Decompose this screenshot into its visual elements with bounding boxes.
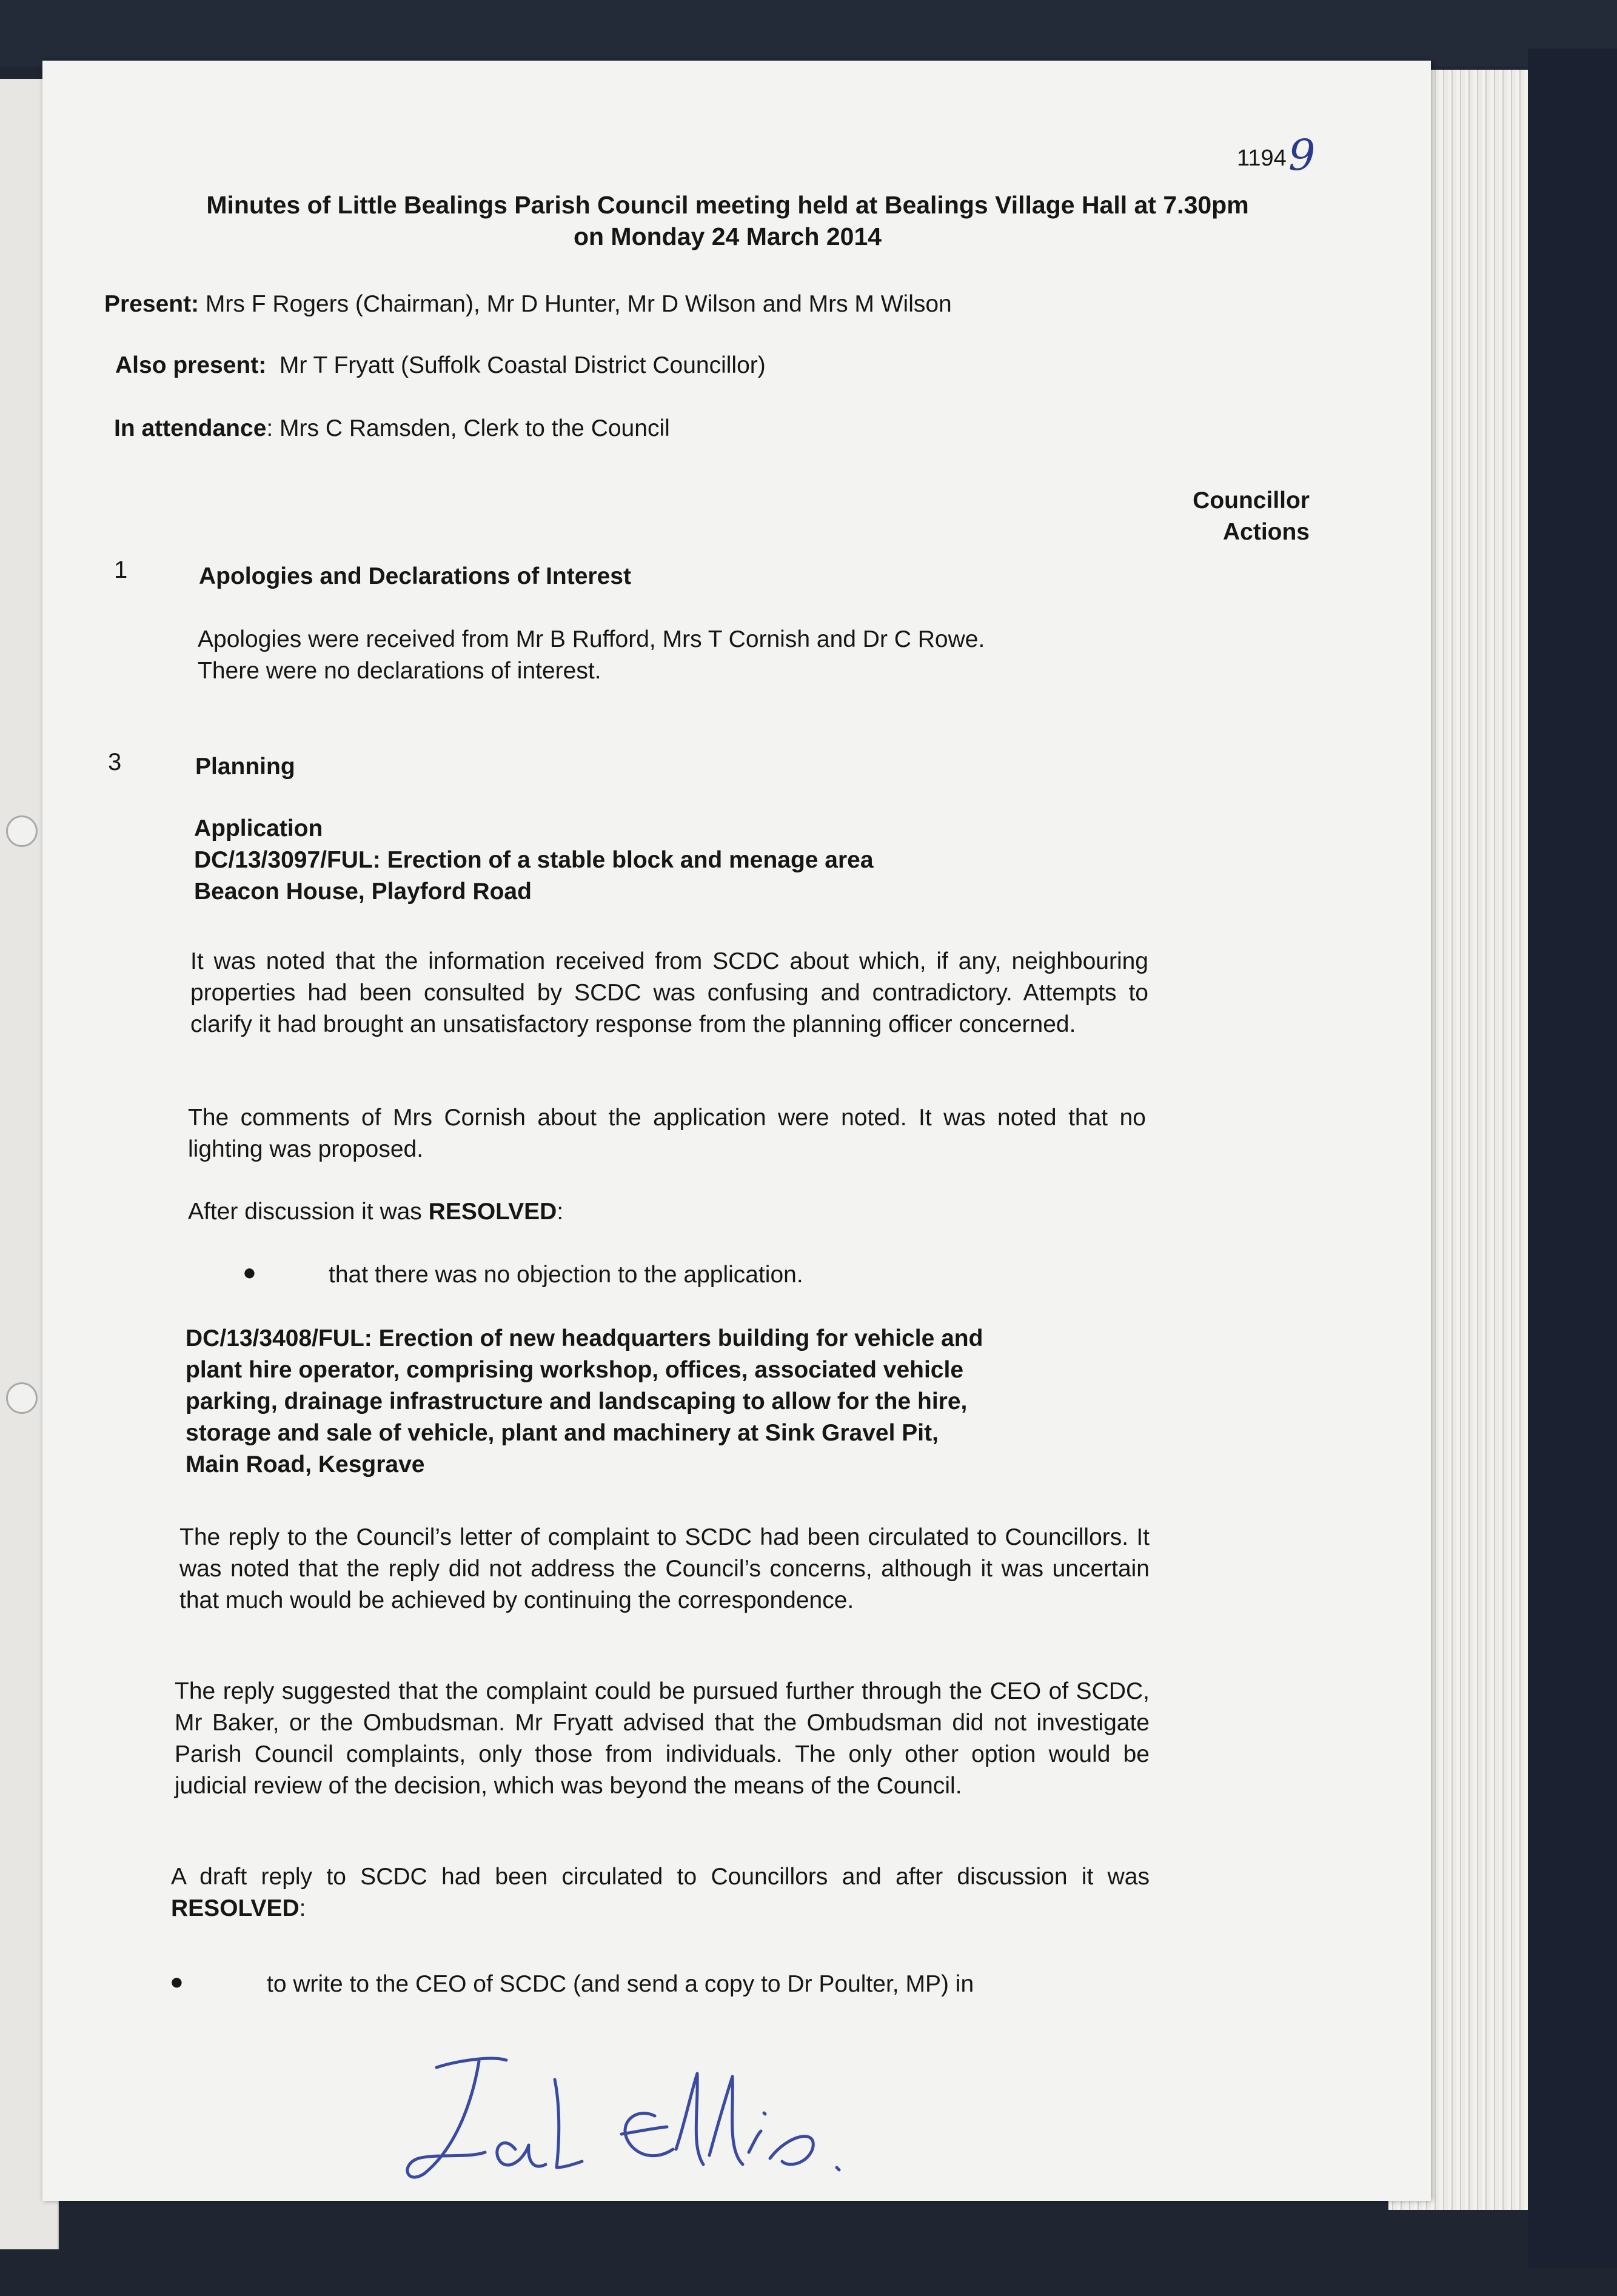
binder-ring [6, 1382, 38, 1414]
application-1-title-line-2: Beacon House, Playford Road [194, 879, 532, 905]
page-title [121, 189, 1334, 252]
councillor-actions-heading: Councillor Actions [1193, 487, 1310, 545]
in-attendance-line [114, 412, 670, 445]
in-attendance-label: In attendance [114, 415, 267, 441]
apologies-line-1: Apologies were received from Mr B Rufford, Mrs T Cornish and Dr C Rowe. [198, 626, 985, 652]
application-1-resolution-intro: After discussion it was RESOLVED: [188, 1199, 564, 1225]
also-present-line [115, 349, 766, 382]
item-number-1: 1 [114, 557, 128, 583]
also-present-label: Also present: [115, 352, 267, 378]
present-line [104, 288, 952, 321]
also-present-value: Mr T Fryatt (Suffolk Coastal District Councillor) [279, 352, 766, 378]
handwritten-page-number: 9 [1288, 130, 1316, 180]
item-heading-planning: Planning [195, 754, 295, 780]
application-1-title-line-1: DC/13/3097/FUL: Erection of a stable block and menage area [194, 847, 874, 873]
minutes-page [42, 61, 1431, 2201]
apologies-line-2: There were no declarations of interest. [198, 658, 601, 684]
application-1-paragraph-1: It was noted that the information received from SCDC about which, if any, neighbouring properties had been consulted by SCDC was confusing and contradictory. Attempts to clarify it had brought an unsatisfactory response from the planning officer concerned. [190, 948, 1148, 1037]
title-line-1: Minutes of Little Bealings Parish Council meeting held at Bealings Village Hall at 7.30pm [206, 191, 1249, 219]
application-2-resolution-bullet: to write to the CEO of SCDC (and send a copy to Dr Poulter, MP) in [267, 1971, 974, 1997]
handwritten-signature [400, 2043, 946, 2201]
item-heading-apologies: Apologies and Declarations of Interest [199, 563, 631, 589]
application-2-title: DC/13/3408/FUL: Erection of new headquarters building for vehicle and plant hire operator, comprising workshop, offices, associated vehicle parking, drainage infrastructure and landscaping to allow for the hire, storage and sale of vehicle, plant and machinery at Sink Gravel Pit, Main Road, Kesgrave [186, 1325, 983, 1478]
bullet: ● [243, 1260, 256, 1285]
application-subheading: Application [194, 815, 323, 842]
item-number-3: 3 [108, 749, 122, 775]
binder-right-edge [1528, 49, 1617, 2268]
application-2-paragraph-1: The reply to the Council’s letter of complaint to SCDC had been circulated to Councillors. It was noted that the reply did not address the Council’s concerns, although it was uncertain that much would be achieved by continuing the correspondence. [179, 1524, 1150, 1613]
binder-ring [6, 815, 38, 847]
present-value: Mrs F Rogers (Chairman), Mr D Hunter, Mr D Wilson and Mrs M Wilson [205, 291, 952, 317]
binder-top-edge [0, 0, 1617, 67]
application-1-resolution-bullet: that there was no objection to the application. [329, 1262, 803, 1288]
application-2-paragraph-3: A draft reply to SCDC had been circulated to Councillors and after discussion it was RESOLVED: [171, 1864, 1150, 1921]
present-label: Present: [104, 291, 199, 317]
application-1-paragraph-2: The comments of Mrs Cornish about the application were noted. It was noted that no lighting was proposed. [188, 1105, 1146, 1162]
application-2-paragraph-2: The reply suggested that the complaint could be pursued further through the CEO of SCDC, Mr Baker, or the Ombudsman. Mr Fryatt advised that the Ombudsman did not investigate Parish Council complaints, only those from individuals. The only other option would be judicial review of the decision, which was beyond the means of the Council. [175, 1678, 1150, 1799]
title-line-2: on Monday 24 March 2014 [573, 223, 882, 250]
page-number: 1194 [1237, 146, 1287, 171]
in-attendance-value: : Mrs C Ramsden, Clerk to the Council [266, 415, 670, 441]
bullet: ● [170, 1969, 184, 1995]
